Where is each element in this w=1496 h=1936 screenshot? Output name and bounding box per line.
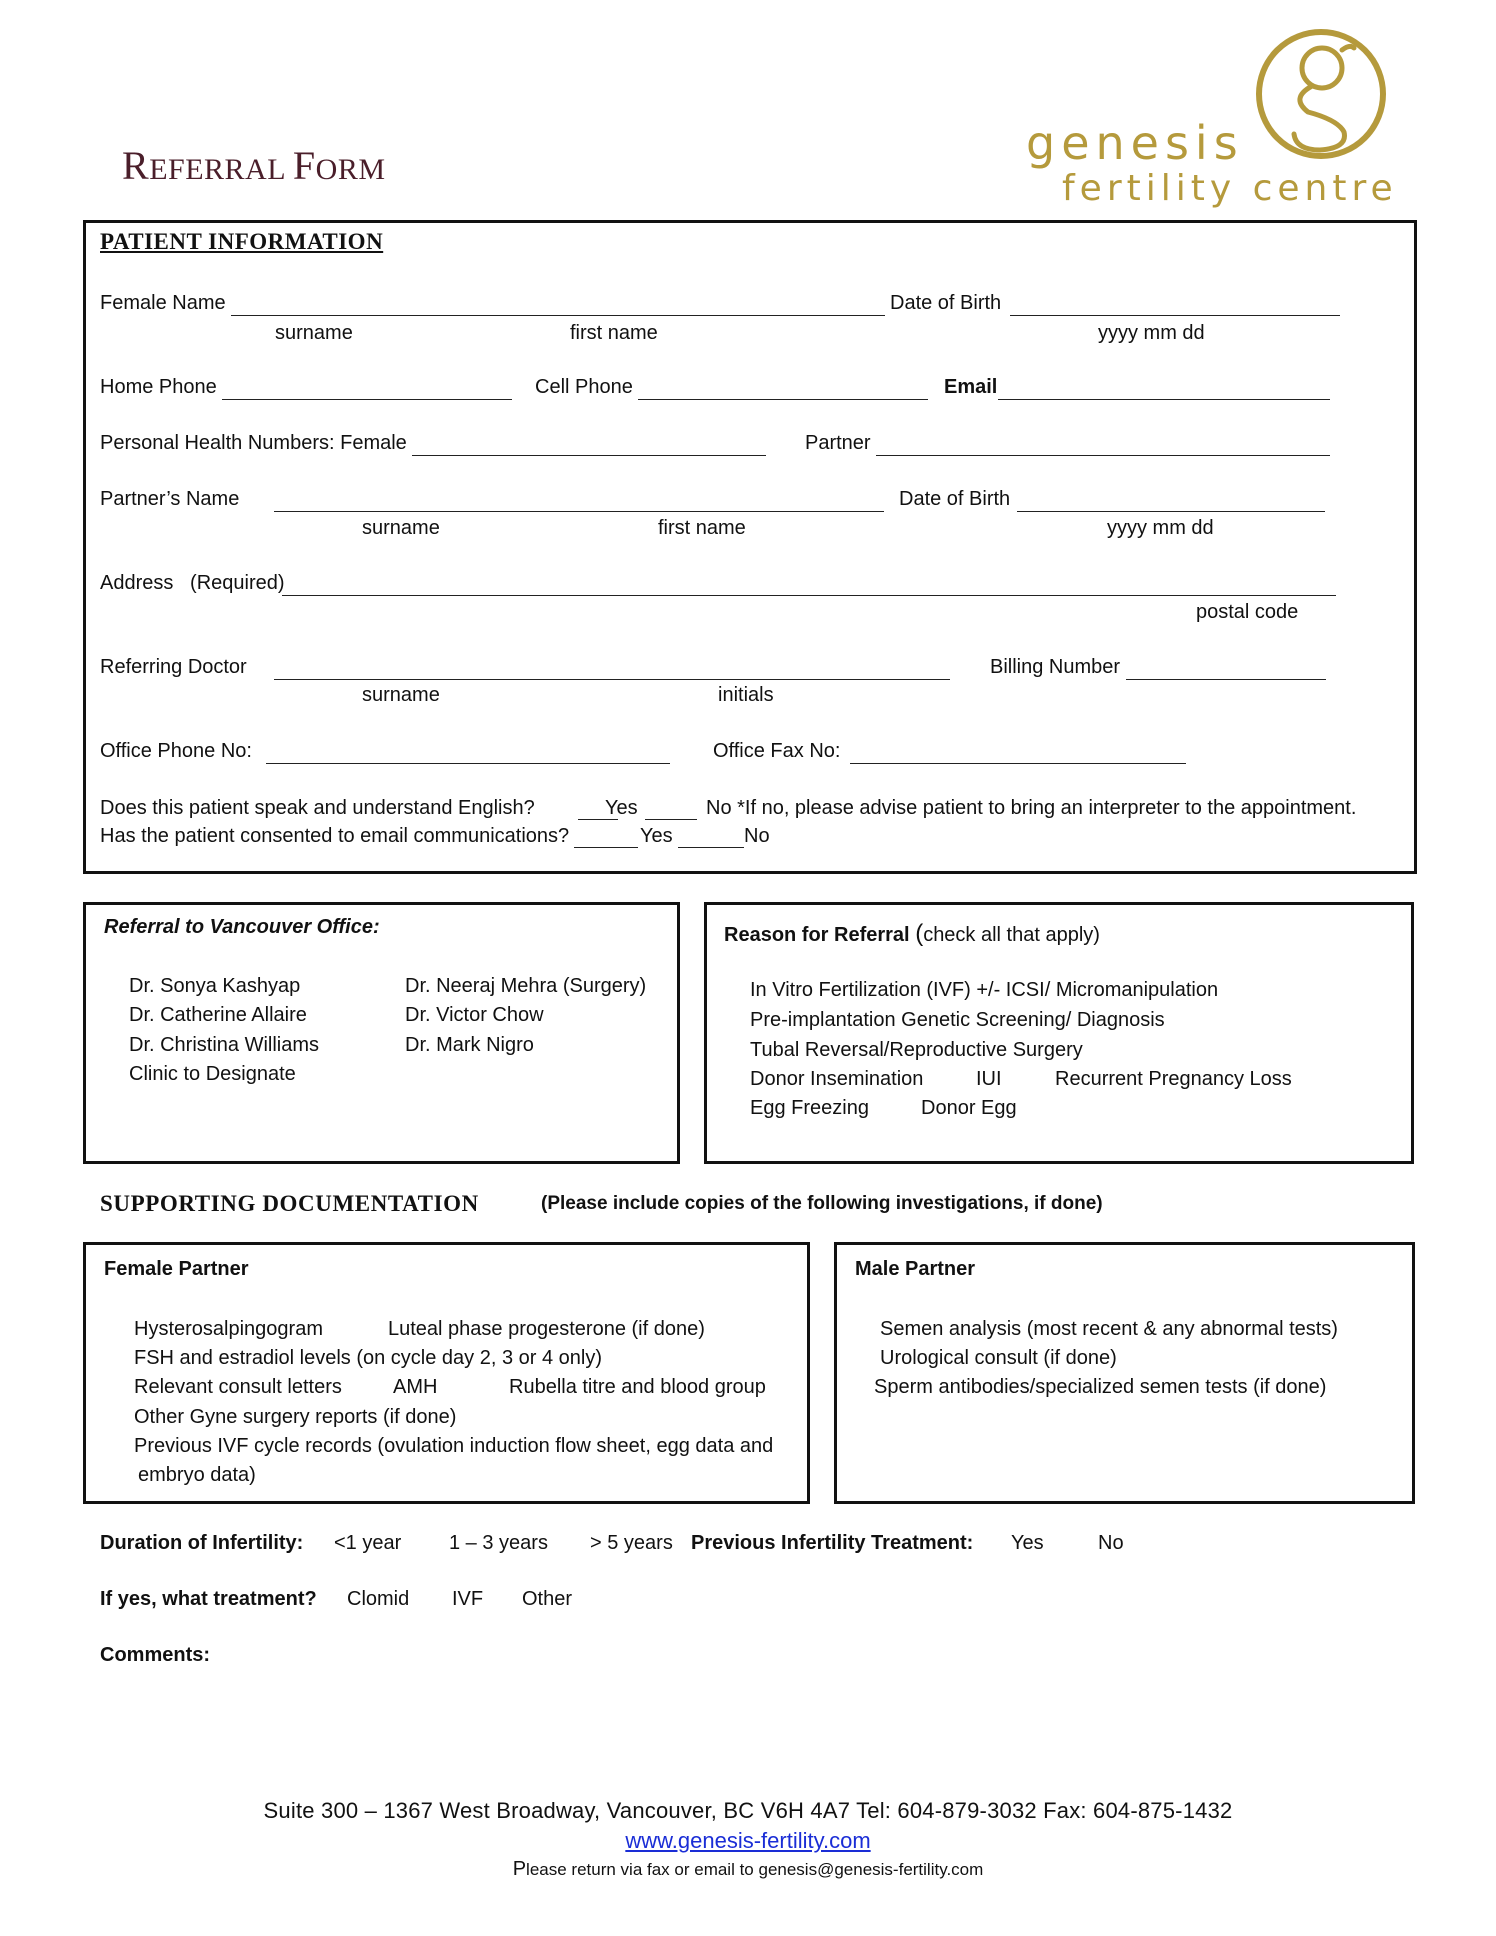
reason-option[interactable]: Recurrent Pregnancy Loss	[1055, 1068, 1292, 1090]
duration-option[interactable]: <1 year	[334, 1532, 402, 1554]
male-doc-option[interactable]: Sperm antibodies/specialized semen tests (if done)	[874, 1376, 1327, 1398]
interpreter-note: No *If no, please advise patient to bring an interpreter to the appointment.	[706, 797, 1357, 819]
female-partner-heading: Female Partner	[104, 1258, 249, 1280]
doctor-option[interactable]: Dr. Sonya Kashyap	[129, 975, 301, 997]
cell-phone-label: Cell Phone	[535, 376, 633, 398]
doctor-option[interactable]: Dr. Neeraj Mehra (Surgery)	[405, 975, 647, 997]
phn-female-label: Personal Health Numbers: Female	[100, 432, 407, 454]
email-consent-no-field[interactable]	[678, 847, 744, 848]
clinic-to-designate-option[interactable]: Clinic to Designate	[129, 1063, 296, 1085]
female-dob-field[interactable]	[1010, 315, 1340, 316]
patient-information-panel	[83, 220, 1417, 874]
comments-label: Comments:	[100, 1644, 211, 1666]
reason-option[interactable]: Tubal Reversal/Reproductive Surgery	[750, 1039, 1083, 1061]
reason-option[interactable]: In Vitro Fertilization (IVF) +/- ICSI/ Micromanipulation	[750, 979, 1219, 1001]
previous-treatment-label: Previous Infertility Treatment:	[691, 1532, 974, 1554]
email-consent-no-label: No	[744, 825, 770, 847]
referring-doctor-field[interactable]	[274, 679, 950, 680]
female-surname-hint: surname	[275, 322, 353, 344]
doctor-option[interactable]: Dr. Catherine Allaire	[129, 1004, 307, 1026]
doctor-initials-hint: initials	[718, 684, 774, 706]
female-doc-option[interactable]: Previous IVF cycle records (ovulation induction flow sheet, egg data and	[134, 1435, 774, 1457]
email-consent-yes-field[interactable]	[574, 847, 638, 848]
partner-name-label: Partner’s Name	[100, 488, 240, 510]
logo-wordmark-line1: genesis	[1026, 116, 1244, 170]
phn-partner-label: Partner	[805, 432, 871, 454]
referral-office-heading: Referral to Vancouver Office:	[104, 916, 380, 938]
supporting-documentation-note: (Please include copies of the following investigations, if done)	[541, 1193, 1103, 1214]
reason-option[interactable]: Pre-implantation Genetic Screening/ Diagnosis	[750, 1009, 1165, 1031]
home-phone-field[interactable]	[222, 399, 512, 400]
female-doc-option[interactable]: Luteal phase progesterone (if done)	[388, 1318, 705, 1340]
female-doc-option[interactable]: Other Gyne surgery reports (if done)	[134, 1406, 457, 1428]
patient-information-heading: PATIENT INFORMATION	[100, 229, 384, 254]
doctor-option[interactable]: Dr. Victor Chow	[405, 1004, 544, 1026]
office-phone-label: Office Phone No:	[100, 740, 252, 762]
male-partner-panel	[834, 1242, 1415, 1504]
cell-phone-field[interactable]	[638, 399, 928, 400]
billing-number-field[interactable]	[1126, 679, 1326, 680]
postal-code-hint: postal code	[1196, 601, 1299, 623]
male-partner-heading: Male Partner	[855, 1258, 976, 1280]
female-doc-option[interactable]: Hysterosalpingogram	[134, 1318, 323, 1340]
supporting-documentation-heading: SUPPORTING DOCUMENTATION	[100, 1191, 479, 1216]
english-no-field[interactable]	[645, 819, 697, 820]
reason-heading: Reason for Referral (check all that apply)	[724, 920, 1100, 947]
male-doc-option[interactable]: Semen analysis (most recent & any abnormal tests)	[880, 1318, 1338, 1340]
female-first-name-hint: first name	[570, 322, 658, 344]
treatment-option[interactable]: Clomid	[347, 1588, 410, 1610]
female-doc-option[interactable]: AMH	[393, 1376, 438, 1398]
email-label: Email	[944, 376, 998, 398]
doctor-surname-hint: surname	[362, 684, 440, 706]
email-consent-question: Has the patient consented to email communications?	[100, 825, 570, 847]
office-fax-field[interactable]	[850, 763, 1186, 764]
partner-name-field[interactable]	[274, 511, 884, 512]
female-doc-option[interactable]: Relevant consult letters	[134, 1376, 342, 1398]
reason-option[interactable]: Donor Insemination	[750, 1068, 924, 1090]
address-field[interactable]	[282, 595, 1336, 596]
billing-number-label: Billing Number	[990, 656, 1121, 678]
partner-dob-label: Date of Birth	[899, 488, 1011, 510]
duration-of-infertility-label: Duration of Infertility:	[100, 1532, 304, 1554]
male-doc-option[interactable]: Urological consult (if done)	[880, 1347, 1117, 1369]
previous-treatment-yes[interactable]: Yes	[1011, 1532, 1044, 1554]
email-consent-yes-label: Yes	[640, 825, 673, 847]
duration-option[interactable]: 1 – 3 years	[449, 1532, 548, 1554]
treatment-option[interactable]: IVF	[452, 1588, 484, 1610]
reason-option[interactable]: Donor Egg	[921, 1097, 1017, 1119]
doctor-option[interactable]: Dr. Mark Nigro	[405, 1034, 534, 1056]
home-phone-label: Home Phone	[100, 376, 217, 398]
english-question: Does this patient speak and understand English?	[100, 797, 535, 819]
referring-doctor-label: Referring Doctor	[100, 656, 247, 678]
logo-wordmark-line2: fertility centre	[1062, 168, 1398, 209]
female-name-label: Female Name	[100, 292, 226, 314]
comments-area[interactable]	[100, 1676, 1410, 1786]
address-label: Address (Required)	[100, 572, 285, 594]
female-doc-option[interactable]: Rubella titre and blood group	[509, 1376, 766, 1398]
female-name-field[interactable]	[231, 315, 885, 316]
phn-partner-field[interactable]	[876, 455, 1330, 456]
partner-first-name-hint: first name	[658, 517, 746, 539]
footer-website-row	[0, 1828, 1496, 1854]
reason-option[interactable]: IUI	[976, 1068, 1002, 1090]
female-dob-format-hint: yyyy mm dd	[1098, 322, 1205, 344]
website-link[interactable]: www.genesis-fertility.com	[625, 1828, 871, 1853]
female-doc-option-continued: embryo data)	[138, 1464, 256, 1486]
partner-dob-field[interactable]	[1017, 511, 1325, 512]
referral-office-panel	[83, 902, 680, 1164]
previous-treatment-no[interactable]: No	[1098, 1532, 1124, 1554]
doctor-option[interactable]: Dr. Christina Williams	[129, 1034, 320, 1056]
female-dob-label: Date of Birth	[890, 292, 1002, 314]
email-field[interactable]	[998, 399, 1330, 400]
female-doc-option[interactable]: FSH and estradiol levels (on cycle day 2, 3 or 4 only)	[134, 1347, 602, 1369]
reason-option[interactable]: Egg Freezing	[750, 1097, 869, 1119]
partner-surname-hint: surname	[362, 517, 440, 539]
footer-return-note: Please return via fax or email to genesis@genesis-fertility.com	[512, 1858, 984, 1880]
phn-female-field[interactable]	[412, 455, 766, 456]
form-title: REFERRAL FORM	[122, 143, 386, 188]
duration-option[interactable]: > 5 years	[590, 1532, 673, 1554]
treatment-type-label: If yes, what treatment?	[100, 1588, 317, 1610]
footer-address: Suite 300 – 1367 West Broadway, Vancouver, BC V6H 4A7 Tel: 604-879-3032 Fax: 604-875-1432	[263, 1798, 1233, 1823]
english-yes-label: Yes	[605, 797, 638, 819]
office-fax-label: Office Fax No:	[713, 740, 841, 762]
partner-dob-format-hint: yyyy mm dd	[1107, 517, 1214, 539]
genesis-logo-icon	[1250, 28, 1392, 160]
treatment-option[interactable]: Other	[522, 1588, 573, 1610]
office-phone-field[interactable]	[266, 763, 670, 764]
